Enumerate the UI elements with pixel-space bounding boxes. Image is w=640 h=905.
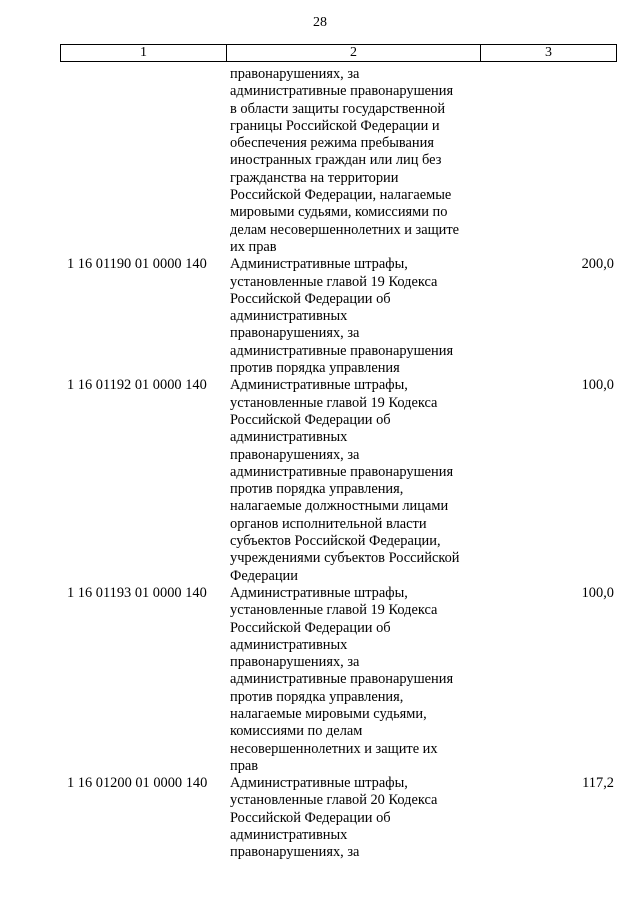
table-row xyxy=(60,775,617,861)
amount: 200,0 xyxy=(581,256,614,273)
table-row xyxy=(60,377,617,585)
revenue-description: Административные штрафы, установленные главой 19 Кодекса Российской Федерации об административных правонарушениях, за административные правонарушения против порядка управления xyxy=(230,256,454,377)
classification-code: 1 16 01192 01 0000 140 xyxy=(67,377,207,394)
revenue-description: Административные штрафы, установленные главой 19 Кодекса Российской Федерации об административных правонарушениях, за административные правонарушения против порядка управления, налагаемые должностными лицами органов исполнительной власти субъектов Российской Федерации, учреждениями субъектов Российской Федерации xyxy=(230,377,460,584)
revenue-description: Административные штрафы, установленные главой 20 Кодекса Российской Федерации об административных правонарушениях, за xyxy=(230,775,438,861)
amount: 100,0 xyxy=(581,377,614,394)
table-row xyxy=(60,66,617,256)
column-header-2: 2 xyxy=(227,45,481,61)
column-header-1: 1 xyxy=(61,45,227,61)
classification-code: 1 16 01193 01 0000 140 xyxy=(67,584,207,601)
page-number: 28 xyxy=(313,15,327,30)
amount xyxy=(478,66,617,256)
revenue-description: правонарушениях, за административные правонарушения в области защиты государственной границы Российской Федерации и обеспечения режима пребывания иностранных граждан или лиц без гражданства на территории Российской Федерации, налагаемые мировыми судьями, комиссиями по делам несовершеннолетних и защите их прав xyxy=(230,66,460,255)
classification-code xyxy=(60,66,230,256)
revenue-description: Административные штрафы, установленные главой 19 Кодекса Российской Федерации об административных правонарушениях, за административные правонарушения против порядка управления, налагаемые мировыми судьями, комиссиями по делам несовершеннолетних и защите их прав xyxy=(230,584,454,774)
table-row xyxy=(60,256,617,377)
column-header-3: 3 xyxy=(545,45,552,60)
table-row xyxy=(60,585,617,775)
amount: 100,0 xyxy=(581,584,614,601)
table-body xyxy=(60,66,617,862)
classification-code: 1 16 01200 01 0000 140 xyxy=(67,775,208,792)
amount: 117,2 xyxy=(582,775,614,792)
table-header xyxy=(60,44,617,62)
classification-code: 1 16 01190 01 0000 140 xyxy=(67,256,207,273)
